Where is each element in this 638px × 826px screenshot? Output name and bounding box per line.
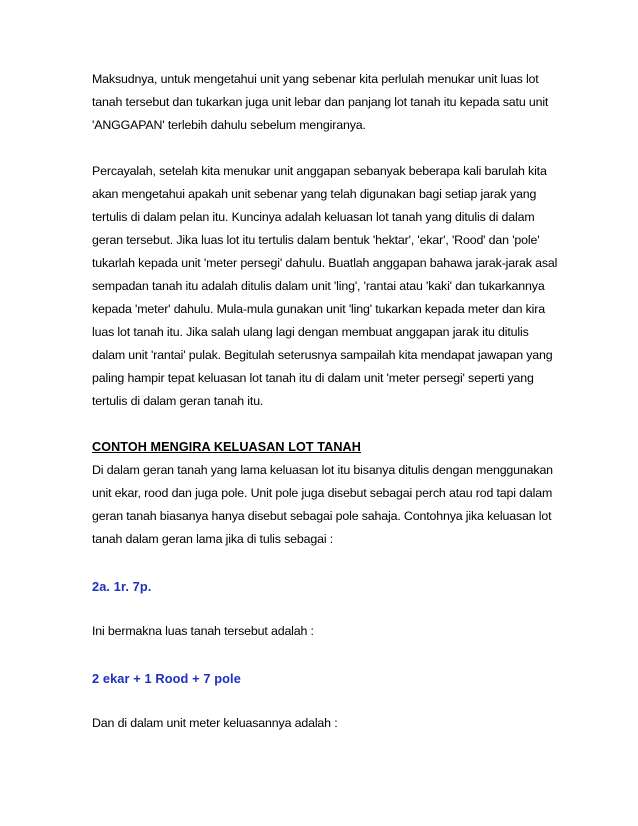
document-page <box>92 60 562 735</box>
example-area-value: 2a. 1r. 7p. <box>92 579 152 594</box>
example-area-expansion: 2 ekar + 1 Rood + 7 pole <box>92 671 241 686</box>
paragraph-meter-intro: Dan di dalam unit meter keluasannya adalah : <box>92 716 338 730</box>
paragraph-meaning: Ini bermakna luas tanah tersebut adalah : <box>92 624 314 638</box>
paragraph-explanation: Percayalah, setelah kita menukar unit anggapan sebanyak beberapa kali barulah kita akan mengetahui apakah unit sebenar yang telah digunakan bagi setiap jarak yang tertulis di dalam pelan itu. Kuncinya adalah keluasan lot tanah yang ditulis di dalam geran tersebut. Jika luas lot itu tertulis dalam bentuk 'hektar', 'ekar', 'Rood' dan 'pole' tukarlah kepada unit 'meter persegi' dahulu. Buatlah anggapan bahawa jarak-jarak asal sempadan tanah itu adalah ditulis dalam unit 'ling', 'rantai atau 'kaki' dan tukarkannya kepada 'meter' dahulu. Mula-mula gunakan unit 'ling' tukarkan kepada meter dan kira luas lot tanah itu. Jika salah ulang lagi dengan membuat anggapan jarak itu ditulis dalam unit 'rantai' pulak. Begitulah seterusnya sampailah kita mendapat jawapan yang paling hampir tepat keluasan lot tanah itu di dalam unit 'meter persegi' seperti yang tertulis di dalam geran tanah itu. <box>92 164 558 408</box>
paragraph-example-intro: Di dalam geran tanah yang lama keluasan lot itu bisanya ditulis dengan menggunakan unit ekar, rood dan juga pole. Unit pole juga disebut sebagai perch atau rod tapi dalam geran tanah biasanya hanya disebut sebagai pole sahaja. Contohnya jika keluasan lot tanah dalam geran lama jika di tulis sebagai : <box>92 463 553 546</box>
section-heading: CONTOH MENGIRA KELUASAN LOT TANAH <box>92 440 361 454</box>
paragraph-intro: Maksudnya, untuk mengetahui unit yang sebenar kita perlulah menukar unit luas lot tanah tersebut dan tukarkan juga unit lebar dan panjang lot tanah itu kepada satu unit 'ANGGAPAN' terlebih dahulu sebelum mengiranya. <box>92 72 549 132</box>
